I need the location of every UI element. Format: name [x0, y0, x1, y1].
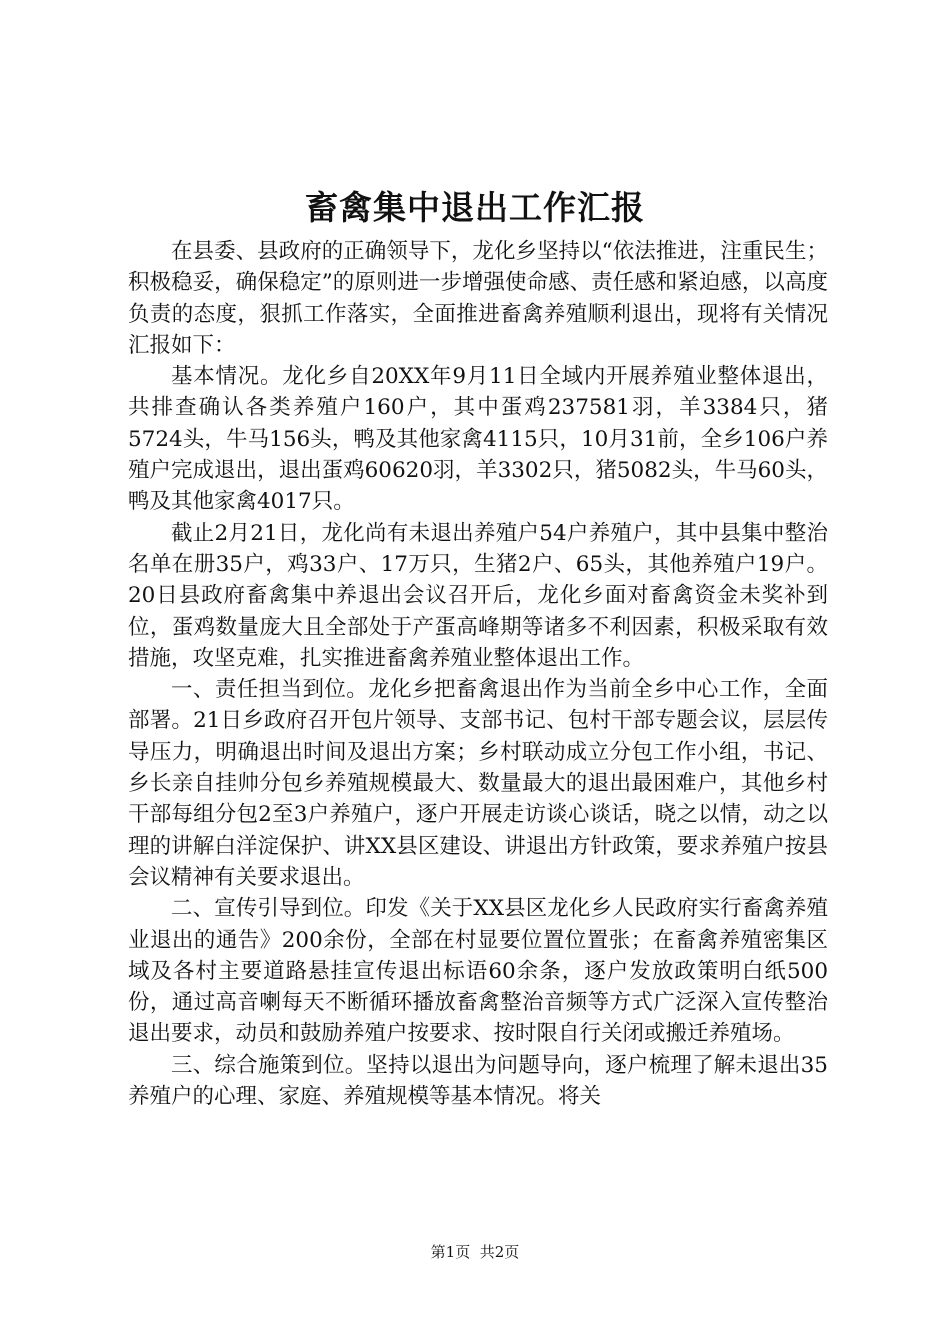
paragraph-publicity: 二、宣传引导到位。印发《关于XX县区龙化乡人民政府实行畜禽养殖业退出的通告》200余份，全部在村显要位置位置张；在畜禽养殖密集区域及各村主要道路悬挂宣传退出标语60余条，逐户发放政策明白纸500份，通过高音喇每天不断循环播放畜禽整治音频等方式广泛深入宣传整治退出要求，动员和鼓励养殖户按要求、按时限自行关闭或搬迁养殖场。 [128, 896, 828, 1047]
footer-spacer [470, 1243, 480, 1261]
page-number-current: 第1页 [430, 1243, 471, 1261]
document-body [128, 236, 828, 1112]
paragraph-basic-situation: 基本情况。龙化乡自20XX年9月11日全域内开展养殖业整体退出，共排查确认各类养殖户160户，其中蛋鸡237581羽，羊3384只，猪5724头，牛马156头，鸭及其他家禽4115只，10月31前，全乡106户养殖户完成退出，退出蛋鸡60620羽，羊3302只，猪5082头，牛马60头，鸭及其他家禽4017只。 [128, 364, 828, 515]
paragraph-measures: 三、综合施策到位。坚持以退出为问题导向，逐户梳理了解未退出35养殖户的心理、家庭、养殖规模等基本情况。将关 [128, 1052, 828, 1110]
document-title: 畜禽集中退出工作汇报 [305, 188, 645, 227]
paragraph-responsibility: 一、责任担当到位。龙化乡把畜禽退出作为当前全乡中心工作，全面部署。21日乡政府召开包片领导、支部书记、包村干部专题会议，层层传导压力，明确退出时间及退出方案；乡村联动成立分包工作小组，书记、乡长亲自挂帅分包乡养殖规模最大、数量最大的退出最困难户，其他乡村干部每组分包2至3户养殖户，逐户开展走访谈心谈话，晓之以情，动之以理的讲解白洋淀保护、讲XX县区建设、讲退出方针政策，要求养殖户按县会议精神有关要求退出。 [128, 677, 828, 890]
page-footer [0, 1240, 950, 1264]
page-number-total: 共2页 [479, 1243, 520, 1261]
paragraph-status-feb21: 截止2月21日，龙化尚有未退出养殖户54户养殖户，其中县集中整治名单在册35户，鸡33户、17万只，生猪2户、65头，其他养殖户19户。20日县政府畜禽集中养退出会议召开后，龙化乡面对畜禽资金未奖补到位，蛋鸡数量庞大且全部处于产蛋高峰期等诸多不利因素，积极采取有效措施，攻坚克难，扎实推进畜禽养殖业整体退出工作。 [128, 520, 828, 671]
paragraph-intro: 在县委、县政府的正确领导下，龙化乡坚持以“依法推进，注重民生；积极稳妥，确保稳定”的原则进一步增强使命感、责任感和紧迫感，以高度负责的态度，狠抓工作落实，全面推进畜禽养殖顺利退出，现将有关情况汇报如下： [128, 239, 828, 358]
